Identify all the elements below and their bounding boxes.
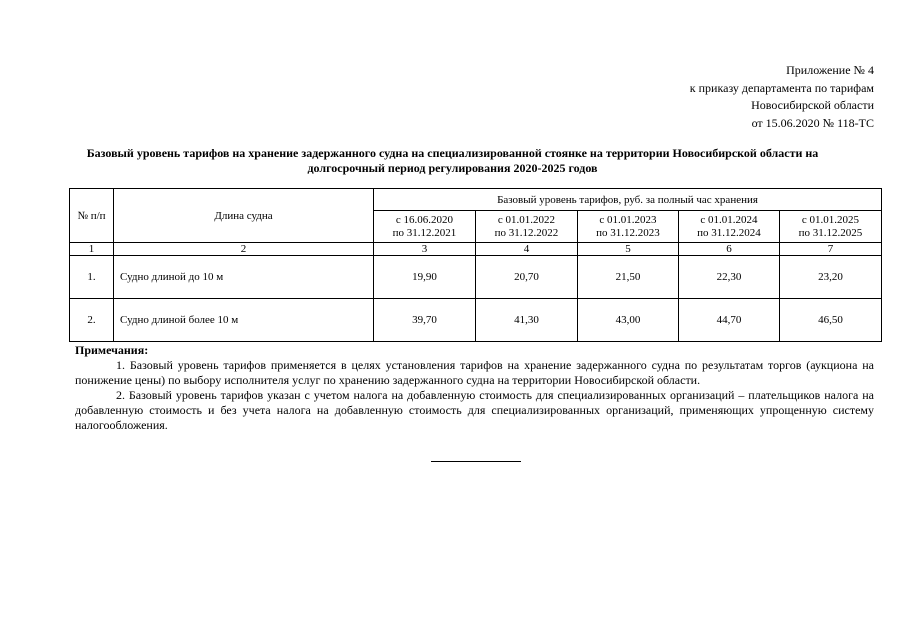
tariff-table xyxy=(69,188,882,342)
header-tariff-group: Базовый уровень тарифов, руб. за полный час хранения xyxy=(374,189,882,211)
column-number: 7 xyxy=(780,243,882,256)
vessel-label: Судно длиной до 10 м xyxy=(114,256,374,299)
column-number: 2 xyxy=(114,243,374,256)
column-number: 4 xyxy=(476,243,578,256)
header-period: с 01.01.2022 по 31.12.2022 xyxy=(476,211,578,243)
header-period: с 01.01.2024 по 31.12.2024 xyxy=(679,211,780,243)
appendix-header xyxy=(690,62,874,132)
column-number: 1 xyxy=(70,243,114,256)
tariff-value: 19,90 xyxy=(374,256,476,299)
row-number: 1. xyxy=(70,256,114,299)
column-number: 5 xyxy=(578,243,679,256)
appendix-line: Приложение № 4 xyxy=(786,63,874,77)
appendix-line: от 15.06.2020 № 118-ТС xyxy=(751,115,874,130)
column-number: 3 xyxy=(374,243,476,256)
note-item: 1. Базовый уровень тарифов применяется в целях установления тарифов на хранение задержанного судна по результатам торгов (аукциона на понижение цены) по выбору исполнителя услуг по хранению задержанного судна на территории Новосибирской области. xyxy=(75,358,874,387)
row-number: 2. xyxy=(70,299,114,342)
header-row-number: № п/п xyxy=(70,189,114,243)
tariff-value: 23,20 xyxy=(780,256,882,299)
tariff-value: 39,70 xyxy=(374,299,476,342)
tariff-value: 41,30 xyxy=(476,299,578,342)
title-line: Базовый уровень тарифов на хранение задержанного судна на специализированной стоянке на территории Новосибирской области на xyxy=(86,146,819,160)
title-line: долгосрочный период регулирования 2020-2025 годов xyxy=(307,161,598,175)
header-period: с 16.06.2020 по 31.12.2021 xyxy=(374,211,476,243)
header-vessel-length: Длина судна xyxy=(114,189,374,243)
header-period: с 01.01.2025 по 31.12.2025 xyxy=(780,211,882,243)
document-title xyxy=(60,146,845,176)
column-number: 6 xyxy=(679,243,780,256)
table-row xyxy=(70,256,882,299)
tariff-value: 20,70 xyxy=(476,256,578,299)
header-period: с 01.01.2023 по 31.12.2023 xyxy=(578,211,679,243)
tariff-value: 21,50 xyxy=(578,256,679,299)
table-row xyxy=(70,299,882,342)
vessel-label: Судно длиной более 10 м xyxy=(114,299,374,342)
tariff-value: 46,50 xyxy=(780,299,882,342)
tariff-value: 43,00 xyxy=(578,299,679,342)
appendix-line: Новосибирской области xyxy=(751,98,874,112)
notes-section xyxy=(75,343,874,433)
appendix-line: к приказу департамента по тарифам xyxy=(689,80,874,95)
separator-line xyxy=(431,461,521,462)
tariff-value: 22,30 xyxy=(679,256,780,299)
tariff-value: 44,70 xyxy=(679,299,780,342)
note-item: 2. Базовый уровень тарифов указан с учетом налога на добавленную стоимость для специализированных организаций – плательщиков налога на добавленную стоимость и без учета налога на добавленную стоимость для специализированных организаций, применяющих упрощенную систему налогообложения. xyxy=(75,388,874,432)
notes-title: Примечания: xyxy=(75,343,149,357)
